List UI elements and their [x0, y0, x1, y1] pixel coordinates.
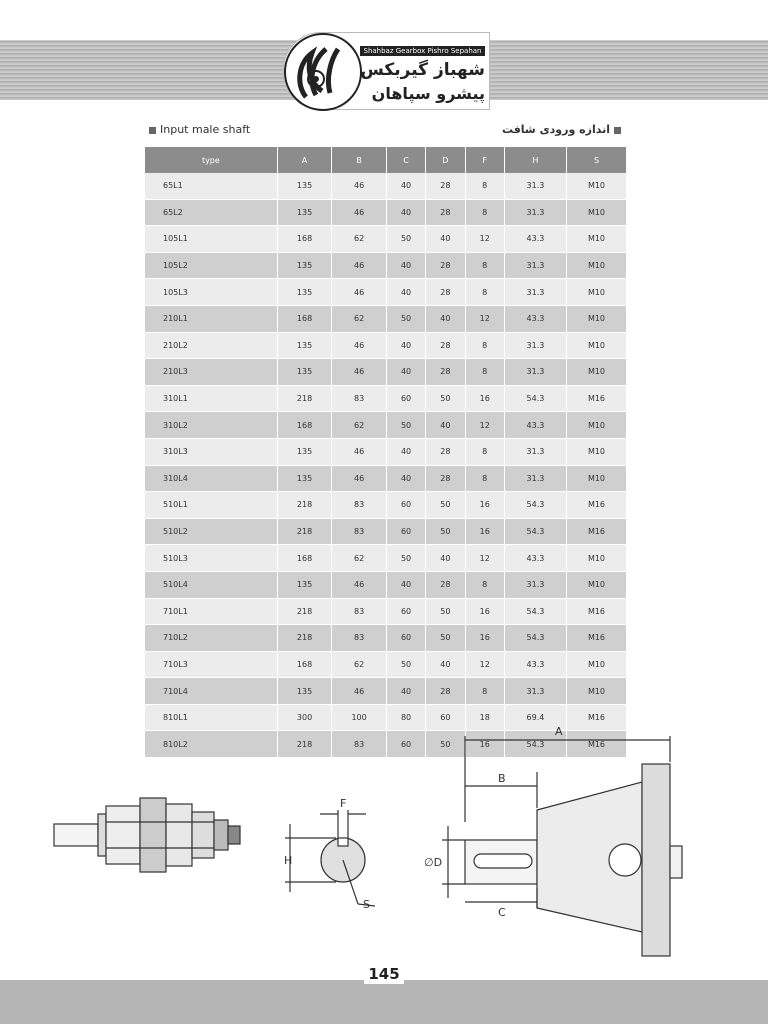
table-cell: 43.3 [504, 305, 566, 332]
table-cell: 60 [386, 731, 425, 758]
table-cell: M10 [566, 465, 626, 492]
table-cell: 40 [386, 332, 425, 359]
table-cell: 218 [277, 731, 332, 758]
table-cell: 710L1 [145, 598, 277, 625]
table-cell: 40 [426, 305, 465, 332]
table-cell: 40 [386, 252, 425, 279]
table-cell: 105L2 [145, 252, 277, 279]
table-cell: 28 [426, 359, 465, 386]
table-cell: 50 [386, 545, 425, 572]
table-cell: 16 [465, 598, 504, 625]
table-cell: 8 [465, 359, 504, 386]
table-cell: 50 [426, 492, 465, 519]
table-cell: 40 [386, 199, 425, 226]
table-cell: 105L1 [145, 226, 277, 253]
table-cell: 168 [277, 305, 332, 332]
table-cell: M10 [566, 199, 626, 226]
section-title-fa [460, 123, 625, 136]
table-cell: 28 [426, 173, 465, 199]
table-cell: 105L3 [145, 279, 277, 306]
table-cell: 40 [426, 226, 465, 253]
table-cell: 510L3 [145, 545, 277, 572]
table-cell: 12 [465, 412, 504, 439]
table-cell: 46 [332, 252, 387, 279]
table-cell: M16 [566, 598, 626, 625]
table-row [145, 678, 627, 705]
table-cell: 43.3 [504, 226, 566, 253]
table-cell: 31.3 [504, 199, 566, 226]
table-cell: 31.3 [504, 438, 566, 465]
table-cell: 8 [465, 465, 504, 492]
brand-name-fa-line2: پیشرو سپاهان [371, 84, 485, 103]
table-cell: 60 [386, 625, 425, 652]
table-cell: 135 [277, 199, 332, 226]
table-cell: 40 [426, 412, 465, 439]
table-row [145, 199, 627, 226]
table-row [145, 518, 627, 545]
table-cell: 510L1 [145, 492, 277, 519]
table-row [145, 598, 627, 625]
table-cell: 12 [465, 305, 504, 332]
table-cell: M10 [566, 305, 626, 332]
column-header-f: F [465, 147, 504, 173]
table-cell: 135 [277, 252, 332, 279]
table-cell: 46 [332, 678, 387, 705]
column-header-a: A [277, 147, 332, 173]
table-cell: 135 [277, 678, 332, 705]
table-cell: 218 [277, 492, 332, 519]
table-row [145, 651, 627, 678]
table-cell: 54.3 [504, 731, 566, 758]
table-cell: 16 [465, 492, 504, 519]
table-cell: 28 [426, 252, 465, 279]
table-cell: 65L2 [145, 199, 277, 226]
square-bullet-icon [149, 127, 156, 134]
table-cell: 50 [386, 226, 425, 253]
table-cell: 46 [332, 279, 387, 306]
table-cell: 8 [465, 438, 504, 465]
table-cell: 218 [277, 385, 332, 412]
table-row [145, 305, 627, 332]
table-cell: 168 [277, 226, 332, 253]
table-cell: 710L4 [145, 678, 277, 705]
table-cell: 28 [426, 199, 465, 226]
table-cell: M10 [566, 545, 626, 572]
table-cell: 83 [332, 518, 387, 545]
table-row [145, 492, 627, 519]
table-cell: 46 [332, 332, 387, 359]
table-cell: 135 [277, 465, 332, 492]
table-cell: 310L1 [145, 385, 277, 412]
table-cell: 300 [277, 704, 332, 731]
table-cell: 8 [465, 571, 504, 598]
section-title-en-text: Input male shaft [160, 123, 251, 136]
table-cell: 54.3 [504, 518, 566, 545]
table-cell: 168 [277, 412, 332, 439]
table-cell: 12 [465, 226, 504, 253]
table-cell: 8 [465, 678, 504, 705]
footer-band [0, 980, 768, 1024]
table-cell: M10 [566, 332, 626, 359]
table-cell: 54.3 [504, 492, 566, 519]
shaft-cross-section [285, 810, 375, 906]
table-cell: 135 [277, 438, 332, 465]
table-row [145, 438, 627, 465]
table-cell: 310L3 [145, 438, 277, 465]
table-cell: 83 [332, 492, 387, 519]
table-cell: 50 [386, 412, 425, 439]
table-cell: 8 [465, 332, 504, 359]
table-cell: M16 [566, 385, 626, 412]
table-cell: 310L4 [145, 465, 277, 492]
column-header-h: H [504, 147, 566, 173]
table-cell: 135 [277, 173, 332, 199]
section-title-fa-text: اندازه ورودی شافت [501, 123, 610, 136]
table-cell: 16 [465, 385, 504, 412]
table-row [145, 385, 627, 412]
table-cell: 50 [386, 305, 425, 332]
table-cell: M10 [566, 571, 626, 598]
table-cell: 46 [332, 571, 387, 598]
table-cell: 40 [386, 465, 425, 492]
table-cell: 80 [386, 704, 425, 731]
table-cell: 28 [426, 571, 465, 598]
table-cell: 168 [277, 545, 332, 572]
brand-name-fa-line1: شهباز گیربکس [360, 60, 485, 80]
table-cell: 135 [277, 332, 332, 359]
table-cell: 50 [426, 731, 465, 758]
technical-drawings [40, 722, 730, 962]
table-cell: 810L1 [145, 704, 277, 731]
table-cell: 62 [332, 412, 387, 439]
label-b: B [498, 772, 506, 785]
table-cell: 50 [426, 385, 465, 412]
table-row [145, 625, 627, 652]
table-cell: 60 [386, 518, 425, 545]
table-cell: 710L2 [145, 625, 277, 652]
table-cell: 43.3 [504, 545, 566, 572]
table-cell: M16 [566, 704, 626, 731]
table-cell: 83 [332, 625, 387, 652]
logo-icon [284, 33, 362, 111]
label-c: C [498, 906, 506, 919]
table-cell: 60 [386, 492, 425, 519]
table-cell: M10 [566, 359, 626, 386]
table-cell: 50 [386, 651, 425, 678]
table-cell: 210L2 [145, 332, 277, 359]
table-cell: 218 [277, 598, 332, 625]
table-cell: M16 [566, 492, 626, 519]
table-cell: 31.3 [504, 678, 566, 705]
table-cell: 69.4 [504, 704, 566, 731]
label-h: H [284, 854, 293, 867]
table-cell: 8 [465, 173, 504, 199]
table-cell: 50 [426, 598, 465, 625]
table-cell: 54.3 [504, 598, 566, 625]
table-cell: M10 [566, 651, 626, 678]
table-cell: 46 [332, 199, 387, 226]
table-cell: 43.3 [504, 651, 566, 678]
table-cell: 62 [332, 651, 387, 678]
table-cell: 31.3 [504, 465, 566, 492]
table-cell: M10 [566, 279, 626, 306]
table-cell: 168 [277, 651, 332, 678]
table-cell: M10 [566, 678, 626, 705]
table-cell: 60 [386, 385, 425, 412]
label-f: F [340, 797, 347, 810]
table-cell: 16 [465, 731, 504, 758]
table-cell: 31.3 [504, 571, 566, 598]
table-cell: 46 [332, 465, 387, 492]
table-cell: 218 [277, 625, 332, 652]
table-cell: 310L2 [145, 412, 277, 439]
table-cell: M10 [566, 438, 626, 465]
table-cell: 31.3 [504, 332, 566, 359]
table-cell: M10 [566, 412, 626, 439]
table-cell: 210L1 [145, 305, 277, 332]
table-cell: M10 [566, 226, 626, 253]
label-a: A [555, 725, 563, 738]
table-cell: 100 [332, 704, 387, 731]
table-cell: 62 [332, 305, 387, 332]
table-cell: 12 [465, 651, 504, 678]
table-cell: 50 [426, 625, 465, 652]
table-cell: 8 [465, 279, 504, 306]
table-row [145, 279, 627, 306]
dimension-table [145, 147, 627, 758]
table-cell: M16 [566, 518, 626, 545]
table-cell: 31.3 [504, 252, 566, 279]
table-cell: 62 [332, 545, 387, 572]
table-row [145, 226, 627, 253]
table-cell: M10 [566, 252, 626, 279]
column-header-s: S [566, 147, 626, 173]
table-cell: 16 [465, 625, 504, 652]
table-cell: 510L4 [145, 571, 277, 598]
table-cell: M10 [566, 173, 626, 199]
column-header-d: D [426, 147, 465, 173]
table-cell: 54.3 [504, 385, 566, 412]
table-cell: 28 [426, 279, 465, 306]
table-cell: 50 [426, 518, 465, 545]
column-header-type: type [145, 147, 277, 173]
table-cell: 218 [277, 518, 332, 545]
table-cell: 28 [426, 438, 465, 465]
table-cell: 40 [426, 651, 465, 678]
table-cell: 8 [465, 199, 504, 226]
table-row [145, 359, 627, 386]
table-cell: 28 [426, 332, 465, 359]
table-cell: 31.3 [504, 359, 566, 386]
table-cell: 40 [386, 571, 425, 598]
table-cell: 28 [426, 678, 465, 705]
table-cell: 40 [386, 359, 425, 386]
table-cell: 18 [465, 704, 504, 731]
table-cell: 83 [332, 731, 387, 758]
page-number: 145 [364, 964, 404, 984]
table-cell: 62 [332, 226, 387, 253]
table-row [145, 173, 627, 199]
table-cell: 135 [277, 279, 332, 306]
table-cell: 54.3 [504, 625, 566, 652]
section-title-en [145, 123, 250, 136]
table-row [145, 412, 627, 439]
table-cell: 83 [332, 598, 387, 625]
table-row [145, 571, 627, 598]
table-cell: 810L2 [145, 731, 277, 758]
table-cell: 16 [465, 518, 504, 545]
table-cell: 60 [426, 704, 465, 731]
table-cell: 40 [386, 279, 425, 306]
label-d: ∅D [424, 856, 443, 869]
gearbox-side-view [54, 798, 240, 872]
table-cell: 31.3 [504, 173, 566, 199]
table-header-row [145, 147, 627, 173]
table-cell: 43.3 [504, 412, 566, 439]
table-cell: 210L3 [145, 359, 277, 386]
table-cell: 12 [465, 545, 504, 572]
table-cell: 510L2 [145, 518, 277, 545]
table-cell: 710L3 [145, 651, 277, 678]
column-header-b: B [332, 147, 387, 173]
table-cell: 46 [332, 438, 387, 465]
table-cell: 40 [386, 173, 425, 199]
table-row [145, 545, 627, 572]
table-row [145, 465, 627, 492]
table-cell: 40 [426, 545, 465, 572]
table-row [145, 252, 627, 279]
column-header-c: C [386, 147, 425, 173]
label-s: S [363, 898, 370, 911]
table-cell: 135 [277, 571, 332, 598]
table-cell: 65L1 [145, 173, 277, 199]
table-cell: 135 [277, 359, 332, 386]
table-cell: 40 [386, 678, 425, 705]
table-cell: 28 [426, 465, 465, 492]
table-cell: 83 [332, 385, 387, 412]
table-cell: 46 [332, 359, 387, 386]
table-cell: M16 [566, 625, 626, 652]
table-cell: 8 [465, 252, 504, 279]
table-cell: 60 [386, 598, 425, 625]
input-shaft-adapter-view [442, 736, 682, 956]
table-cell: 46 [332, 173, 387, 199]
table-row [145, 332, 627, 359]
table-cell: M16 [566, 731, 626, 758]
table-cell: 31.3 [504, 279, 566, 306]
table-cell: 40 [386, 438, 425, 465]
square-bullet-icon [614, 127, 621, 134]
brand-name-en: Shahbaz Gearbox Pishro Sepahan [360, 46, 485, 56]
